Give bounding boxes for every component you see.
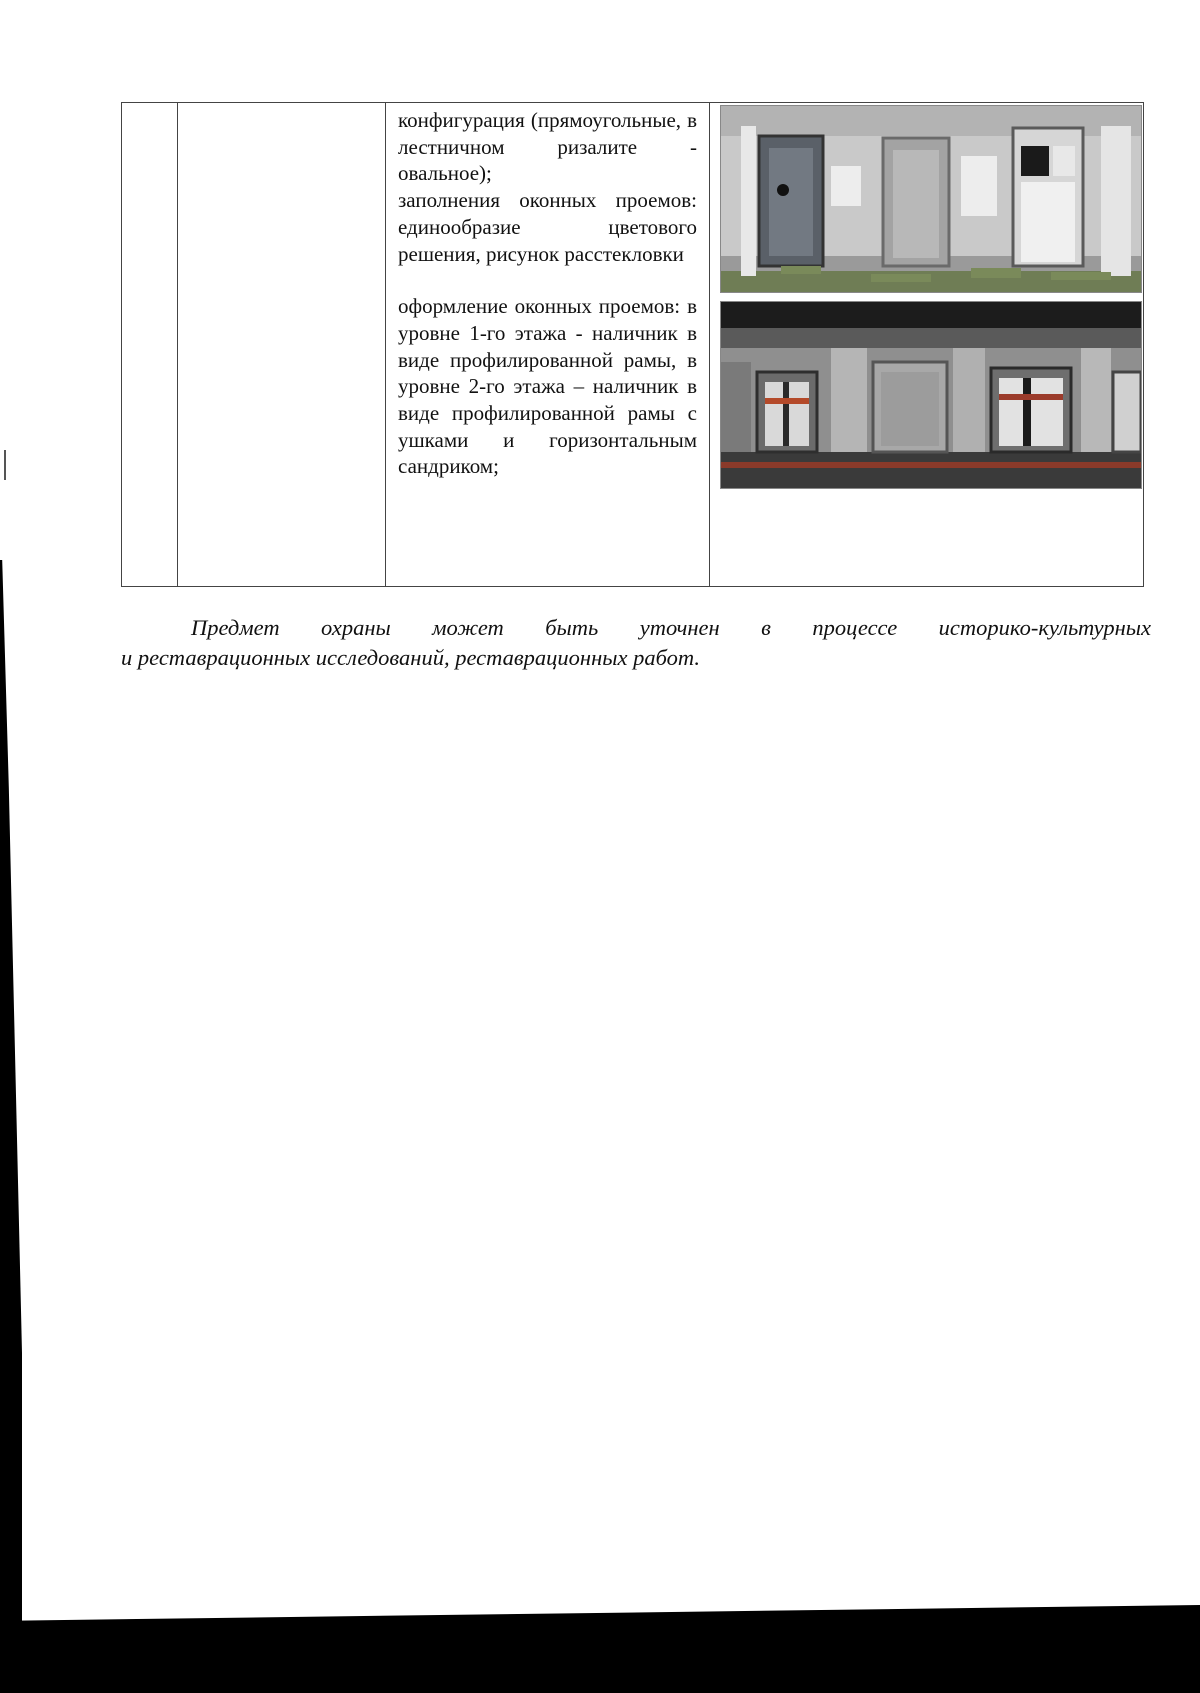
- protection-subject-table: [121, 102, 1144, 587]
- cell-photos: [710, 103, 1144, 587]
- protection-note-line-1: Предмет охраны может быть уточнен в процессе историко-культурных: [191, 615, 1151, 640]
- description-para-1: конфигурация (прямоугольные, в лестничном ризалите - овальное);: [398, 108, 697, 186]
- description-para-3: оформление оконных проемов: в уровне 1-го этажа - наличник в виде профилированной рамы, в уровне 2-го этажа – наличник в виде профилированной рамы с ушками и горизонтальным сандриком;: [398, 294, 697, 479]
- facade-photo-upper: [720, 105, 1142, 293]
- cell-category: [178, 103, 386, 587]
- description-para-2: заполнения оконных проемов: единообразие цветового решения, рисунок расстекловки: [398, 188, 697, 266]
- facade-photo-lower: [720, 301, 1142, 489]
- cell-description: [386, 103, 710, 587]
- protection-note-line-2: и реставрационных исследований, реставрационных работ.: [121, 645, 701, 670]
- table-row: [122, 103, 1144, 587]
- cell-number: [122, 103, 178, 587]
- scan-artifact-mark: [4, 450, 6, 480]
- protection-note: [121, 613, 1151, 673]
- scan-edge-shadow: [0, 560, 22, 1693]
- scan-bottom-shadow: [0, 1605, 1200, 1693]
